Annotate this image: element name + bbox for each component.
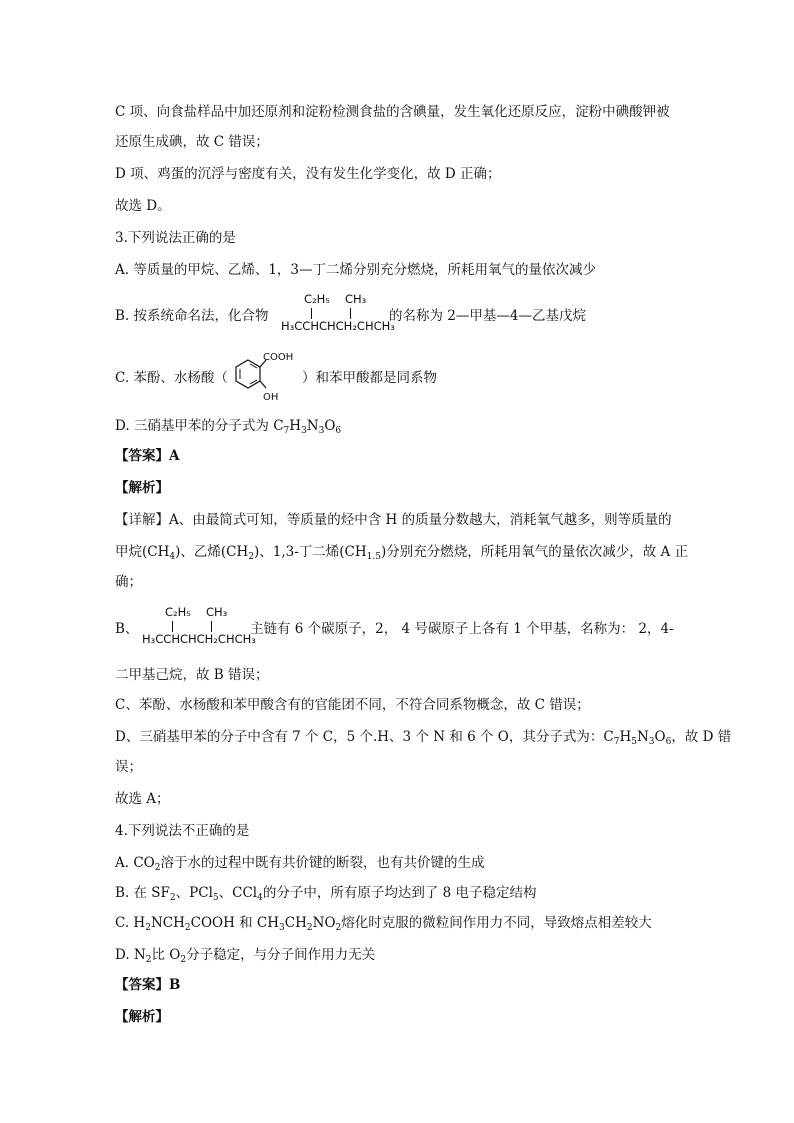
- cooh-label: COOH: [263, 352, 294, 363]
- answer-3: 【答案】A: [115, 448, 180, 464]
- explanation-line: C、苯酚、水杨酸和苯甲酸含有的官能团不同，不符合同系物概念，故 C 错误；: [115, 697, 590, 713]
- text-line: C 项、向食盐样品中加还原剂和淀粉检测食盐的含碘量，发生氧化还原反应，淀粉中碘酸钾被: [115, 104, 670, 120]
- detail-line: 甲烷$(CH_4)$、乙烯$(CH_2)$、1,3-丁二烯$(CH_{1.5})$分别充分燃烧，所耗用氧气的量依次减少，故 A 正: [115, 544, 689, 562]
- structural-formula: [142, 605, 256, 649]
- structure-methyl: CH₃: [345, 292, 367, 306]
- explanation-b-suffix: 主链有 6 个碳原子，2， 4 号碳原子上各有 1 个甲基，名称为： 2，4-: [250, 621, 674, 637]
- explanation-line: 故选 A；: [115, 791, 170, 807]
- analysis-3-heading: 【解析】: [115, 480, 169, 496]
- detail-line: 【详解】A、由最简式可知，等质量的烃中含 H 的质量分数越大，消耗氧气越多，则等质量的: [115, 512, 672, 528]
- option-3d: D. 三硝基甲苯的分子式为 $C_7H_3N_3O_6$: [115, 418, 342, 436]
- text-line: D 项、鸡蛋的沉浮与密度有关，没有发生化学变化，故 D 正确；: [115, 166, 501, 182]
- detail-line: 确；: [115, 574, 142, 590]
- option-4a: A. $CO_2$溶于水的过程中既有共价键的断裂，也有共价键的生成: [115, 855, 485, 873]
- structural-formula: [281, 292, 395, 336]
- structure-chain: H₃CCHCHCH₂CHCH₃: [281, 319, 395, 333]
- structure-methyl: CH₃: [206, 605, 228, 619]
- option-3c-suffix: ）和苯甲酸都是同系物: [302, 370, 437, 386]
- option-4d: D. $N_2$比 $O_2$分子稳定，与分子间作用力无关: [115, 947, 376, 965]
- explanation-line: 二甲基己烷，故 B 错误；: [115, 667, 269, 683]
- answer-4: 【答案】B: [115, 977, 181, 993]
- explanation-line: 误；: [115, 759, 142, 775]
- structure-bond: [211, 621, 212, 632]
- structure-bond: [350, 308, 351, 319]
- structure-ethyl: C₂H₅: [165, 605, 191, 619]
- salicylic-acid-structure: [230, 346, 302, 404]
- text-line: 还原生成碘，故 C 错误；: [115, 134, 269, 150]
- explanation-line: D、三硝基甲苯的分子中含有 7 个 C，5 个.H、3 个 N 和 6 个 O，其分子式为：$C_7H_5N_3O_6$，故 D 错: [115, 729, 732, 747]
- structure-chain: H₃CCHCHCH₂CHCH₃: [142, 632, 256, 646]
- text-line: 故选 D。: [115, 198, 171, 214]
- explanation-b-prefix: B、: [115, 621, 139, 637]
- option-4b: B. 在 $SF_2$、PCl$_5$、CCl$_4$的分子中，所有原子均达到了 8 电子稳定结构: [115, 885, 537, 903]
- option-4c: C. $H_2NCH_2COOH$ 和 $CH_3CH_2NO_2$熔化时克服的微粒间作用力不同，导致熔点相差较大: [115, 915, 652, 933]
- question-4-title: 4.下列说法不正确的是: [115, 823, 250, 839]
- option-3a: A. 等质量的甲烷、乙烯、1，3—丁二烯分别充分燃烧，所耗用氧气的量依次减少: [115, 262, 597, 278]
- structure-bond: [311, 308, 312, 319]
- option-3b-suffix: 的名称为 2—甲基—4—乙基戊烷: [389, 308, 586, 324]
- structure-bond: [172, 621, 173, 632]
- option-3b-prefix: B. 按系统命名法，化合物: [115, 308, 269, 324]
- analysis-4-heading: 【解析】: [115, 1009, 169, 1025]
- oh-label: OH: [263, 392, 279, 403]
- question-3-title: 3.下列说法正确的是: [115, 230, 236, 246]
- structure-ethyl: C₂H₅: [304, 292, 330, 306]
- option-3c-prefix: C. 苯酚、水杨酸（: [115, 370, 228, 386]
